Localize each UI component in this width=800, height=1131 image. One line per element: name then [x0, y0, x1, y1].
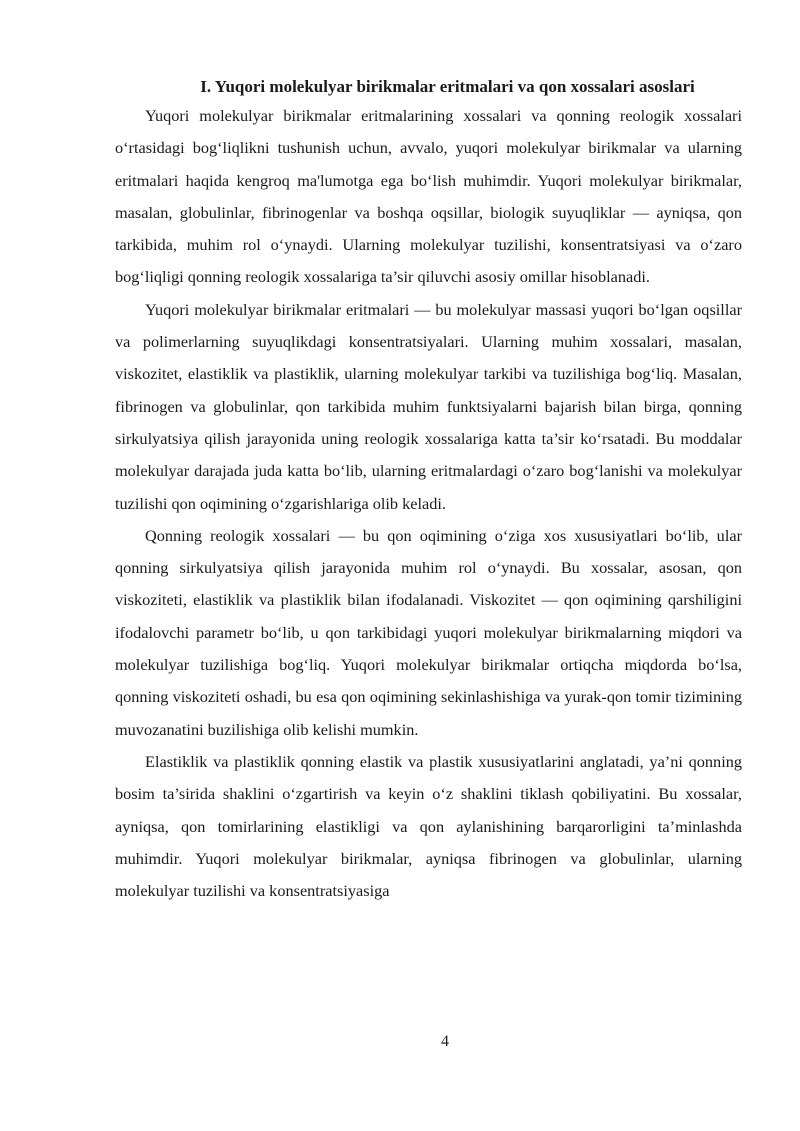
paragraph-1: Yuqori molekulyar birikmalar eritmalarining xossalari va qonning reologik xossalari o‘rtasidagi bog‘liqlikni tushunish uchun, avvalo, yuqori molekulyar birikmalar va ularning eritmalari haqida kengroq ma'lumotga ega bo‘lish muhimdir. Yuqori molekulyar birikmalar, masalan, globulinlar, fibrinogenlar va boshqa oqsillar, biologik suyuqliklar — ayniqsa, qon tarkibida, muhim rol o‘ynaydi. Ularning molekulyar tuzilishi, konsentratsiyasi va o‘zaro bog‘liqligi qonning reologik xossalariga ta’sir qiluvchi asosiy omillar hisoblanadi.: [115, 106, 742, 287]
paragraph-2: Yuqori molekulyar birikmalar eritmalari — bu molekulyar massasi yuqori bo‘lgan oqsillar va polimerlarning suyuqlikdagi konsentratsiyalari. Ularning muhim xossalari, masalan, viskozitet, elastiklik va plastiklik, ularning molekulyar tarkibi va tuzilishiga bog‘liq. Masalan, fibrinogen va globulinlar, qon tarkibida muhim funktsiyalarni bajarish bilan birga, qonning sirkulyatsiya qilish jarayonida uning reologik xossalariga katta ta’sir ko‘rsatadi. Bu moddalar molekulyar darajada juda katta bo‘lib, ularning eritmalardagi o‘zaro bog‘lanishi va molekulyar tuzilishi qon oqimining o‘zgarishlariga olib keladi.: [115, 299, 742, 513]
document-page: [115, 76, 742, 907]
paragraph-3: Qonning reologik xossalari — bu qon oqimining o‘ziga xos xususiyatlari bo‘lib, ular qonning sirkulyatsiya qilish jarayonida muhim rol o‘ynaydi. Bu xossalar, asosan, qon viskoziteti, elastiklik va plastiklik bilan ifodalanadi. Viskozitet — qon oqimining qarshiligini ifodalovchi parametr bo‘lib, u qon tarkibidagi yuqori molekulyar birikmalarning miqdori va molekulyar tuzilishiga bog‘liq. Yuqori molekulyar birikmalar ortiqcha miqdorda bo‘lsa, qonning viskoziteti oshadi, bu esa qon oqimining sekinlashishiga va yurak-qon tomir tizimining muvozanatini buzilishiga olib kelishi mumkin.: [115, 525, 742, 739]
paragraph-4: Elastiklik va plastiklik qonning elastik va plastik xususiyatlarini anglatadi, ya’ni qonning bosim ta’sirida shaklini o‘zgartirish va keyin o‘z shaklini tiklash qobiliyatini. Bu xossalar, ayniqsa, qon tomirlarining elastikligi va qon aylanishining barqarorligini ta’minlashda muhimdir. Yuqori molekulyar birikmalar, ayniqsa fibrinogen va globulinlar, ularning molekulyar tuzilishi va konsentratsiyasiga: [115, 751, 742, 901]
section-heading: I. Yuqori molekulyar birikmalar eritmalari va qon xossalari asoslari: [200, 77, 695, 96]
page-number: 4: [441, 1033, 449, 1050]
